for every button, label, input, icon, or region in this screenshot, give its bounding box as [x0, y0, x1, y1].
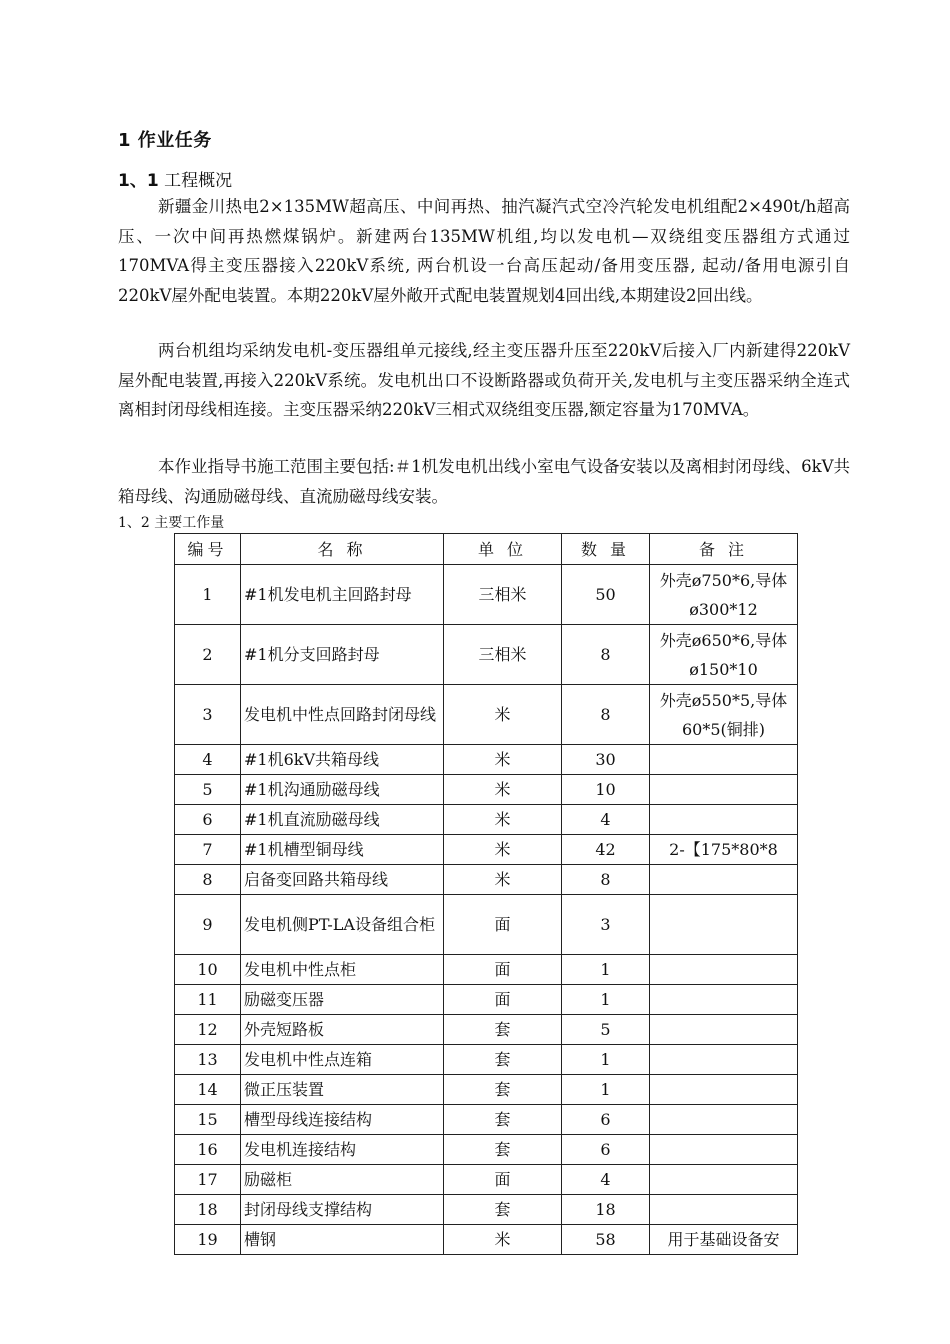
row-quantity: 1 — [562, 955, 650, 985]
row-quantity: 8 — [562, 685, 650, 745]
row-unit: 套 — [444, 1135, 562, 1165]
table-row — [175, 1135, 798, 1165]
row-remark — [650, 745, 798, 775]
row-name: 槽型母线连接结构 — [241, 1105, 444, 1135]
row-remark — [650, 775, 798, 805]
row-unit: 面 — [444, 1165, 562, 1195]
row-quantity: 10 — [562, 775, 650, 805]
row-name: #1机发电机主回路封母 — [241, 565, 444, 625]
workload-heading: 1、2 主要工作量 — [118, 515, 225, 531]
row-number: 16 — [175, 1135, 241, 1165]
row-name: #1机6kV共箱母线 — [241, 745, 444, 775]
row-remark — [650, 895, 798, 955]
row-number: 11 — [175, 985, 241, 1015]
row-unit: 套 — [444, 1105, 562, 1135]
row-unit: 米 — [444, 1225, 562, 1255]
header-unit: 单 位 — [444, 534, 562, 565]
row-quantity: 6 — [562, 1105, 650, 1135]
row-remark — [650, 1045, 798, 1075]
overview-heading — [118, 166, 232, 191]
overview-heading-number: 1、1 — [118, 171, 159, 191]
row-number: 3 — [175, 685, 241, 745]
table-row — [175, 865, 798, 895]
table-row — [175, 805, 798, 835]
row-remark: 用于基础设备安 — [650, 1225, 798, 1255]
row-quantity: 1 — [562, 1075, 650, 1105]
row-remark — [650, 1075, 798, 1105]
row-quantity: 8 — [562, 625, 650, 685]
header-quantity: 数 量 — [562, 534, 650, 565]
row-name: 发电机中性点回路封闭母线 — [241, 685, 444, 745]
row-remark — [650, 955, 798, 985]
row-unit: 套 — [444, 1015, 562, 1045]
row-remark — [650, 1165, 798, 1195]
row-name: #1机沟通励磁母线 — [241, 775, 444, 805]
row-number: 2 — [175, 625, 241, 685]
row-name: 外壳短路板 — [241, 1015, 444, 1045]
row-name: 槽钢 — [241, 1225, 444, 1255]
table-row — [175, 895, 798, 955]
row-quantity: 4 — [562, 1165, 650, 1195]
workload-table — [174, 533, 798, 1255]
header-name: 名 称 — [241, 534, 444, 565]
row-number: 1 — [175, 565, 241, 625]
row-name: #1机槽型铜母线 — [241, 835, 444, 865]
row-name: 励磁柜 — [241, 1165, 444, 1195]
table-row — [175, 955, 798, 985]
row-number: 8 — [175, 865, 241, 895]
row-name: 发电机中性点柜 — [241, 955, 444, 985]
row-remark — [650, 805, 798, 835]
row-unit: 面 — [444, 895, 562, 955]
overview-paragraph: 新疆金川热电2×135MW超高压、中间再热、抽汽凝汽式空冷汽轮发电机组配2×490t/h超高压、一次中间再热燃煤锅炉。新建两台135MW机组,均以发电机—双绕组变压器组方式通过170MVA得主变压器接入220kV系统, 两台机设一台高压起动/备用变压器, 起动/备用电源引自220kV屋外配电装置。本期220kV屋外敞开式配电装置规划4回出线,本期建设2回出线。 — [118, 197, 850, 305]
row-unit: 三相米 — [444, 565, 562, 625]
row-quantity: 1 — [562, 985, 650, 1015]
row-number: 15 — [175, 1105, 241, 1135]
row-name: 启备变回路共箱母线 — [241, 865, 444, 895]
row-unit: 米 — [444, 805, 562, 835]
row-quantity: 42 — [562, 835, 650, 865]
row-number: 9 — [175, 895, 241, 955]
row-unit: 套 — [444, 1195, 562, 1225]
row-unit: 米 — [444, 775, 562, 805]
row-remark: 2-【175*80*8 — [650, 835, 798, 865]
row-unit: 套 — [444, 1075, 562, 1105]
row-remark — [650, 1135, 798, 1165]
row-name: 发电机连接结构 — [241, 1135, 444, 1165]
table-row — [175, 745, 798, 775]
table-row — [175, 1075, 798, 1105]
row-remark — [650, 1195, 798, 1225]
row-number: 17 — [175, 1165, 241, 1195]
row-number: 12 — [175, 1015, 241, 1045]
overview-heading-text: 工程概况 — [158, 171, 233, 191]
row-name: 发电机侧PT-LA设备组合柜 — [241, 895, 444, 955]
row-name: 封闭母线支撑结构 — [241, 1195, 444, 1225]
table-row — [175, 835, 798, 865]
overview-paragraph: 两台机组均采纳发电机-变压器组单元接线,经主变压器升压至220kV后接入厂内新建得220kV屋外配电装置,再接入220kV系统。发电机出口不设断路器或负荷开关,发电机与主变压器采纳全连式离相封闭母线相连接。主变压器采纳220kV三相式双绕组变压器,额定容量为170MVA。 — [118, 341, 850, 419]
table-row — [175, 1165, 798, 1195]
row-remark: 外壳ø650*6,导体ø150*10 — [650, 625, 798, 685]
row-number: 7 — [175, 835, 241, 865]
row-quantity: 50 — [562, 565, 650, 625]
row-number: 19 — [175, 1225, 241, 1255]
table-row — [175, 985, 798, 1015]
table-row — [175, 565, 798, 625]
row-remark — [650, 865, 798, 895]
row-unit: 米 — [444, 865, 562, 895]
table-row — [175, 1105, 798, 1135]
row-unit: 三相米 — [444, 625, 562, 685]
row-number: 6 — [175, 805, 241, 835]
row-number: 5 — [175, 775, 241, 805]
row-quantity: 30 — [562, 745, 650, 775]
row-remark — [650, 985, 798, 1015]
row-number: 18 — [175, 1195, 241, 1225]
row-quantity: 18 — [562, 1195, 650, 1225]
row-quantity: 6 — [562, 1135, 650, 1165]
row-remark — [650, 1015, 798, 1045]
row-unit: 套 — [444, 1045, 562, 1075]
table-row — [175, 625, 798, 685]
row-unit: 米 — [444, 685, 562, 745]
row-name: #1机直流励磁母线 — [241, 805, 444, 835]
row-quantity: 58 — [562, 1225, 650, 1255]
table-row — [175, 685, 798, 745]
row-name: 励磁变压器 — [241, 985, 444, 1015]
row-quantity: 5 — [562, 1015, 650, 1045]
header-remark: 备 注 — [650, 534, 798, 565]
row-name: #1机分支回路封母 — [241, 625, 444, 685]
table-row — [175, 1015, 798, 1045]
row-remark: 外壳ø550*5,导体60*5(铜排) — [650, 685, 798, 745]
header-number: 编号 — [175, 534, 241, 565]
row-number: 10 — [175, 955, 241, 985]
row-quantity: 1 — [562, 1045, 650, 1075]
row-name: 发电机中性点连箱 — [241, 1045, 444, 1075]
overview-paragraph: 本作业指导书施工范围主要包括:＃1机发电机出线小室电气设备安装以及离相封闭母线、6kV共箱母线、沟通励磁母线、直流励磁母线安装。 — [118, 457, 850, 506]
row-number: 14 — [175, 1075, 241, 1105]
row-quantity: 8 — [562, 865, 650, 895]
row-name: 微正压装置 — [241, 1075, 444, 1105]
table-header-row — [175, 534, 798, 565]
table-row — [175, 1045, 798, 1075]
row-unit: 米 — [444, 745, 562, 775]
table-row — [175, 775, 798, 805]
row-remark: 外壳ø750*6,导体ø300*12 — [650, 565, 798, 625]
table-row — [175, 1225, 798, 1255]
row-unit: 面 — [444, 985, 562, 1015]
row-quantity: 3 — [562, 895, 650, 955]
row-number: 13 — [175, 1045, 241, 1075]
section-title: 1 作业任务 — [118, 130, 212, 151]
row-number: 4 — [175, 745, 241, 775]
table-row — [175, 1195, 798, 1225]
row-remark — [650, 1105, 798, 1135]
row-unit: 米 — [444, 835, 562, 865]
row-unit: 面 — [444, 955, 562, 985]
row-quantity: 4 — [562, 805, 650, 835]
